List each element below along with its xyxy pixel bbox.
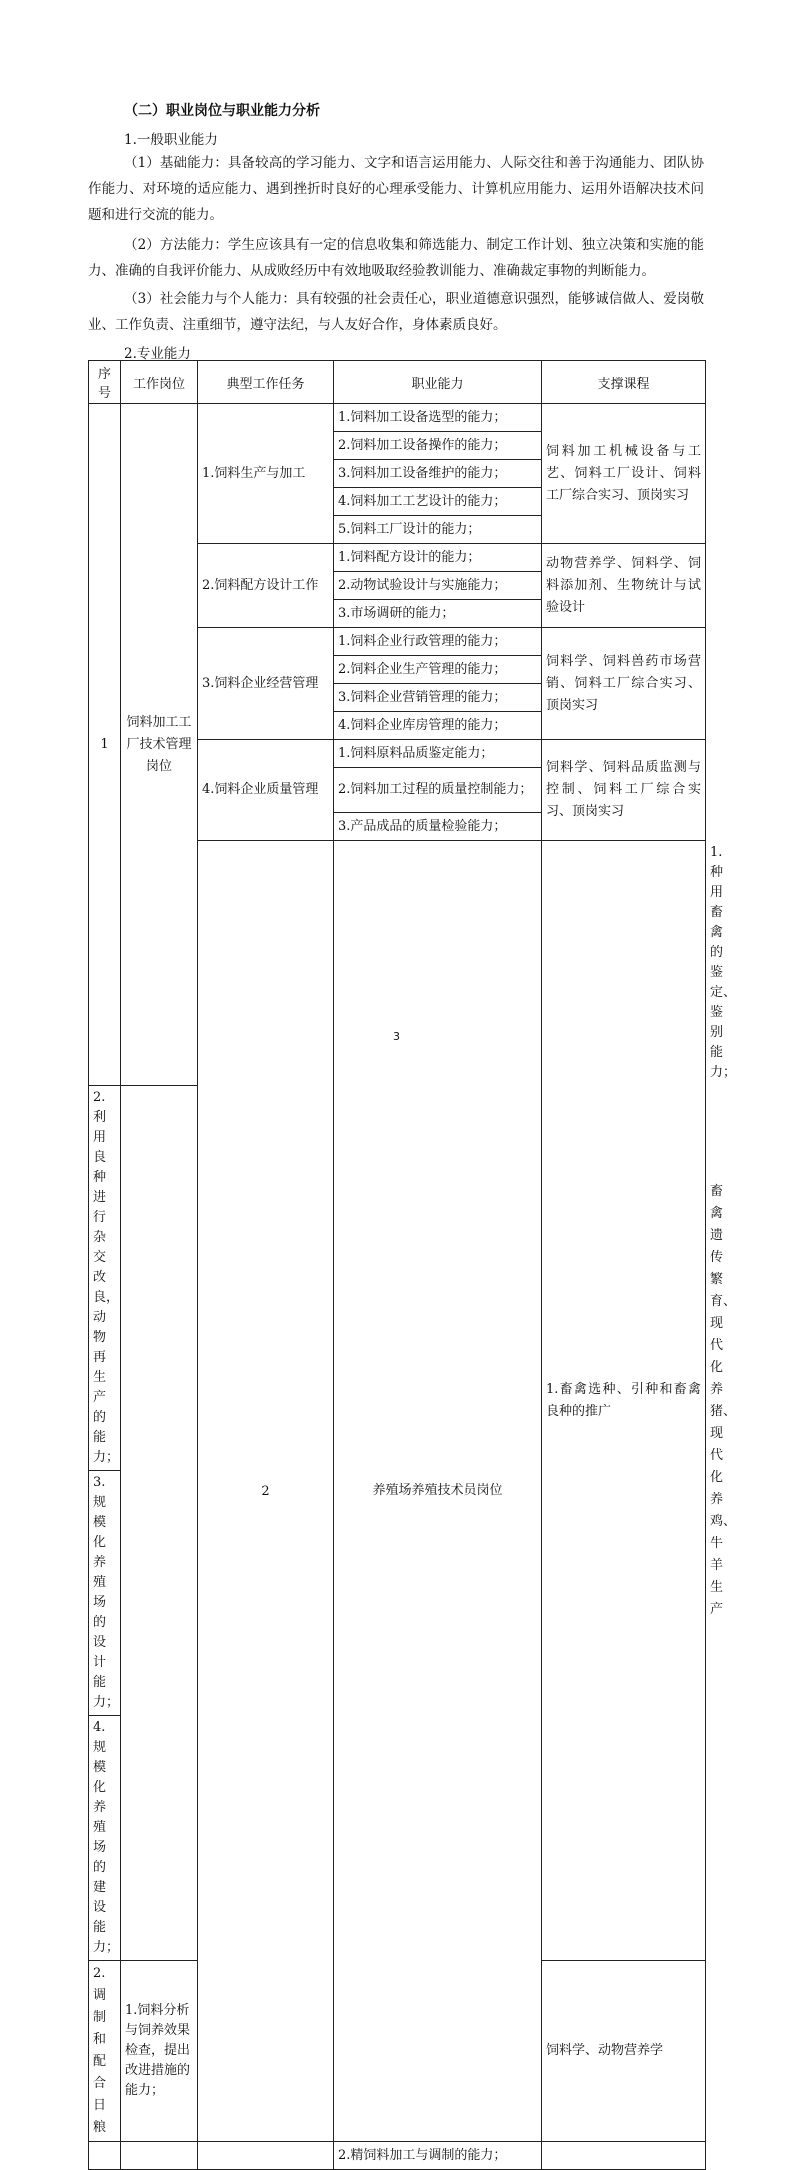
header-no: 序号 — [89, 361, 121, 404]
ability-cell: 1.饲料分析与饲养效果检查，提出改进措施的能力； — [121, 1961, 198, 2142]
paragraph-basic-ability: （1）基础能力：具备较高的学习能力、文字和语言运用能力、人际交往和善于沟通能力、团队协作能力、对环境的适应能力、遇到挫折时良好的心理承受能力、计算机应用能力、运用外语解决技术问题和进行交流的能力。 — [88, 155, 704, 223]
ability-table — [88, 360, 737, 2170]
ability-cell: 2.利用良种进行杂交改良，动物再生产的能力； — [89, 1086, 121, 1471]
task-cell: 2.调制和配合日粮 — [89, 1961, 121, 2142]
ability-cell: 2.饲料加工过程的质量控制能力； — [334, 768, 542, 813]
task-cell: 1.饲料生产与加工 — [198, 404, 334, 544]
ability-cell: 3.规模化养殖场的设计能力； — [89, 1471, 121, 1716]
table-row — [89, 2142, 706, 2170]
ability-cell: 4.饲料加工工艺设计的能力； — [334, 488, 542, 516]
ability-cell: 2.动物试验设计与实施能力； — [334, 572, 542, 600]
ability-cell: 3.产品成品的质量检验能力； — [334, 813, 542, 841]
header-course: 支撑课程 — [542, 361, 706, 404]
ability-cell: 2.饲料加工设备操作的能力； — [334, 432, 542, 460]
section-heading: （二）职业岗位与职业能力分析 — [124, 103, 320, 119]
course-cell: 饲料学、饲料品质监测与控制、饲料工厂综合实习、顶岗实习 — [542, 740, 706, 841]
paragraph-social-ability: （3）社会能力与个人能力：具有较强的社会责任心，职业道德意识强烈，能够诚信做人、爱岗敬业、工作负责、注重细节，遵守法纪，与人友好合作，身体素质良好。 — [88, 291, 704, 333]
ability-cell: 3.饲料加工设备维护的能力； — [334, 460, 542, 488]
course-cell: 饲料加工机械设备与工艺、饲料工厂设计、饲料工厂综合实习、顶岗实习 — [542, 404, 706, 544]
ability-cell: 1.饲料原料品质鉴定能力； — [334, 740, 542, 768]
ability-cell: 2.饲料企业生产管理的能力； — [334, 656, 542, 684]
ability-cell: 3.市场调研的能力； — [334, 600, 542, 628]
empty-cell — [89, 2142, 121, 2170]
task-cell: 2.饲料配方设计工作 — [198, 544, 334, 628]
header-task: 典型工作任务 — [198, 361, 334, 404]
task-cell: 3.饲料企业经营管理 — [198, 628, 334, 740]
row-position: 饲料加工工厂技术管理岗位 — [121, 404, 198, 1086]
row-position: 养殖场养殖技术员岗位 — [334, 841, 542, 2142]
header-ability: 职业能力 — [334, 361, 542, 404]
table-row: 2 养殖场养殖技术员岗位 1.畜禽选种、引种和畜禽良种的推广 1.种用畜禽的鉴定、鉴别能力； 畜禽遗传繁育、现代化养猪、现代化养鸡、牛羊生产 — [89, 841, 706, 1086]
course-cell: 饲料学、饲料兽药市场营销、饲料工厂综合实习、顶岗实习 — [542, 628, 706, 740]
ability-cell: 1.饲料加工设备选型的能力； — [334, 404, 542, 432]
ability-cell: 1.饲料企业行政管理的能力； — [334, 628, 542, 656]
table-row — [89, 404, 706, 432]
row-no: 1 — [89, 404, 121, 1086]
ability-cell: 4.规模化养殖场的建设能力； — [89, 1716, 121, 1961]
ability-cell: 5.饲料工厂设计的能力； — [334, 516, 542, 544]
empty-cell — [198, 2142, 334, 2170]
header-position: 工作岗位 — [121, 361, 198, 404]
page-number: 3 — [393, 1030, 400, 1043]
task-cell: 1.畜禽选种、引种和畜禽良种的推广 — [542, 841, 706, 1961]
ability-cell: 1.饲料配方设计的能力； — [334, 544, 542, 572]
table-header-row — [89, 361, 706, 404]
empty-cell — [121, 2142, 198, 2170]
row-no: 2 — [198, 841, 334, 2142]
task-cell: 4.饲料企业质量管理 — [198, 740, 334, 841]
ability-cell: 2.精饲料加工与调制的能力； — [334, 2142, 542, 2170]
course-cell: 动物营养学、饲料学、饲料添加剂、生物统计与试验设计 — [542, 544, 706, 628]
course-cell: 饲料学、动物营养学 — [542, 1961, 706, 2142]
empty-cell — [542, 2142, 706, 2170]
paragraph-method-ability: （2）方法能力：学生应该具有一定的信息收集和筛选能力、制定工作计划、独立决策和实施的能力、准确的自我评价能力、从成败经历中有效地吸取经验教训能力、准确裁定事物的判断能力。 — [88, 237, 704, 279]
professional-ability-title: 2.专业能力 — [124, 346, 191, 362]
ability-cell: 4.饲料企业库房管理的能力； — [334, 712, 542, 740]
general-ability-title: 1.一般职业能力 — [124, 132, 218, 148]
ability-cell: 3.饲料企业营销管理的能力； — [334, 684, 542, 712]
